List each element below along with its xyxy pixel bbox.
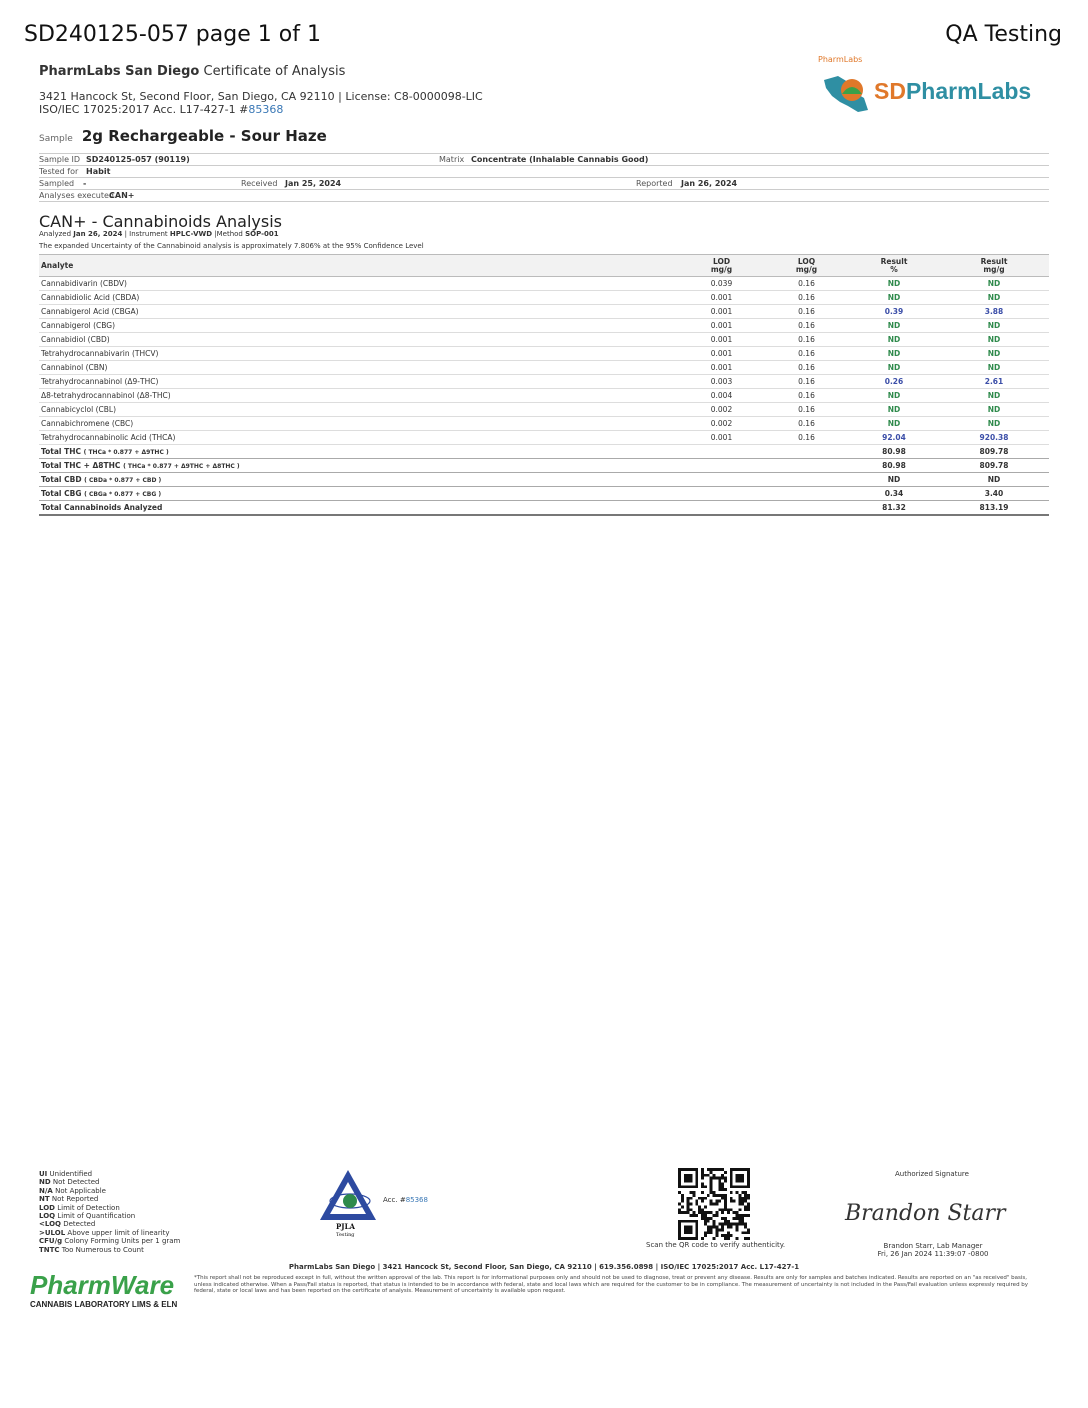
legend-item: CFU/g Colony Forming Units per 1 gram (39, 1237, 181, 1246)
lod-cell: 0.004 (679, 389, 764, 403)
matrix: Concentrate (Inhalable Cannabis Good) (471, 155, 649, 164)
total-mg-cell: 813.19 (939, 501, 1049, 516)
total-formula: ( CBDa * 0.877 + CBD ) (84, 477, 162, 484)
loq-cell: 0.16 (764, 319, 849, 333)
analyte-cell: Cannabidiol (CBD) (39, 333, 679, 347)
loq-cell: 0.16 (764, 305, 849, 319)
total-label: Total Cannabinoids Analyzed (41, 503, 163, 512)
result-pct-cell: ND (849, 291, 939, 305)
lod-cell: 0.001 (679, 333, 764, 347)
pjla-sub: Testing (336, 1232, 355, 1238)
total-row (39, 445, 1049, 459)
analyte-cell: Cannabidivarin (CBDV) (39, 277, 679, 291)
col-result-mg: Result mg/g (939, 255, 1049, 277)
table-row (39, 291, 1049, 305)
legend-item: N/A Not Applicable (39, 1186, 106, 1195)
table-header-row (39, 255, 1049, 277)
result-pct-cell: 0.39 (849, 305, 939, 319)
total-label-cell (39, 459, 849, 473)
loq-cell: 0.16 (764, 403, 849, 417)
result-pct-cell: ND (849, 389, 939, 403)
loq-cell: 0.16 (764, 417, 849, 431)
table-row (39, 305, 1049, 319)
analyte-cell: Cannabichromene (CBC) (39, 417, 679, 431)
result-mg-cell: ND (939, 277, 1049, 291)
meta-row-id (39, 153, 1049, 165)
analyses: CAN+ (109, 191, 135, 200)
pharmware-title: PharmWare (30, 1270, 175, 1300)
result-mg-cell: 3.88 (939, 305, 1049, 319)
total-pct-cell: 80.98 (849, 445, 939, 459)
total-row (39, 501, 1049, 516)
pjla-logo (318, 1168, 382, 1238)
sample-meta (39, 153, 1049, 202)
signature-image: Brandon Starr (845, 1201, 1006, 1226)
legend-item: NT Not Reported (39, 1195, 99, 1204)
lod-cell: 0.039 (679, 277, 764, 291)
signature-title: Authorized Signature (895, 1170, 969, 1178)
analyte-cell: Cannabigerol Acid (CBGA) (39, 305, 679, 319)
legend-item: >ULOL Above upper limit of linearity (39, 1228, 170, 1237)
handwritten-signature (843, 1190, 1023, 1230)
legend-item: <LOQ Detected (39, 1220, 96, 1229)
legend-item: LOD Limit of Detection (39, 1203, 120, 1212)
result-pct-cell: ND (849, 347, 939, 361)
sampled: - (83, 179, 87, 188)
verification-qr-code[interactable] (678, 1168, 750, 1244)
total-formula: ( CBGa * 0.877 + CBG ) (84, 491, 162, 498)
result-pct-cell: ND (849, 403, 939, 417)
analyte-cell: Cannabidiolic Acid (CBDA) (39, 291, 679, 305)
method: SOP-001 (245, 230, 279, 238)
qa-testing-label: QA Testing (945, 22, 1062, 47)
loq-cell: 0.16 (764, 333, 849, 347)
total-row (39, 487, 1049, 501)
table-row (39, 417, 1049, 431)
col-loq: LOQ mg/g (764, 255, 849, 277)
table-row (39, 333, 1049, 347)
result-pct-cell: ND (849, 277, 939, 291)
uncertainty-note: The expanded Uncertainty of the Cannabinoid analysis is approximately 7.806% at the 95% Confidence Level (39, 242, 424, 250)
total-pct-cell: 0.34 (849, 487, 939, 501)
iso-line (39, 103, 483, 116)
disclaimer: *This report shall not be reproduced except in full, without the written approval of the lab. This report is for informational purposes only and should not be used to diagnose, treat or prevent any disease. Results are only for samples and batches indicated. Results are reported on an "as received" basis, unless indicated otherwise. When a Pass/Fail status is reported, that status is intended to be in accordance with federal, state and local laws which are required for the customer to be in compliance. The measurement of uncertainty is not included in the Pass/Fail evaluation unless expressly required by federal, state or local laws and has been reported on the certificate of analysis. Measurement of uncertainty is available upon request. (194, 1275, 1029, 1294)
received: Jan 25, 2024 (285, 179, 342, 188)
table-row (39, 347, 1049, 361)
loq-cell: 0.16 (764, 431, 849, 445)
sample-id-label: Sample ID (39, 155, 81, 164)
total-row (39, 459, 1049, 473)
lod-cell: 0.002 (679, 417, 764, 431)
result-pct-cell: 92.04 (849, 431, 939, 445)
logo-arc-text: PharmLabs (818, 55, 863, 64)
signatory (848, 1242, 1018, 1258)
meta-row-dates (39, 177, 1049, 189)
lab-name: PharmLabs San Diego (39, 64, 200, 79)
col-analyte: Analyte (39, 255, 679, 277)
table-row (39, 277, 1049, 291)
total-label: Total THC + Δ8THC (41, 461, 121, 470)
total-formula: ( THCa * 0.877 + Δ9THC ) (83, 449, 169, 456)
total-label: Total THC (41, 447, 81, 456)
loq-cell: 0.16 (764, 361, 849, 375)
table-row (39, 361, 1049, 375)
lab-address: 3421 Hancock St, Second Floor, San Diego, CA 92110 | License: C8-0000098-LIC (39, 90, 483, 103)
tested-for: Habit (86, 167, 111, 176)
lod-cell: 0.001 (679, 347, 764, 361)
reported: Jan 26, 2024 (681, 179, 738, 188)
result-mg-cell: 2.61 (939, 375, 1049, 389)
total-mg-cell: ND (939, 473, 1049, 487)
cannabinoid-results-table (39, 254, 1049, 516)
method-label: |Method (214, 230, 243, 238)
total-label: Total CBG (41, 489, 82, 498)
abbreviation-legend (39, 1170, 180, 1254)
total-mg-cell: 809.78 (939, 459, 1049, 473)
section-title: CAN+ - Cannabinoids Analysis (39, 212, 282, 231)
total-pct-cell: 81.32 (849, 501, 939, 516)
analyte-cell: Cannabicyclol (CBL) (39, 403, 679, 417)
pharmware-logo (30, 1270, 178, 1320)
result-mg-cell: 920.38 (939, 431, 1049, 445)
result-pct-cell: 0.26 (849, 375, 939, 389)
tested-for-label: Tested for (39, 167, 79, 176)
analyte-cell: Tetrahydrocannabinolic Acid (THCA) (39, 431, 679, 445)
result-pct-cell: ND (849, 333, 939, 347)
meta-row-analyses (39, 189, 1049, 202)
lod-cell: 0.001 (679, 431, 764, 445)
received-label: Received (241, 179, 278, 188)
result-mg-cell: ND (939, 417, 1049, 431)
total-formula: ( THCa * 0.877 + Δ9THC + Δ8THC ) (123, 463, 240, 470)
report-id: SD240125-057 page 1 of 1 (24, 22, 321, 47)
legend-item: ND Not Detected (39, 1178, 100, 1187)
loq-cell: 0.16 (764, 291, 849, 305)
signature-date: Fri, 26 Jan 2024 11:39:07 -0800 (877, 1250, 989, 1258)
result-mg-cell: ND (939, 347, 1049, 361)
analyzed-date: Jan 26, 2024 (73, 230, 123, 238)
iso-prefix: ISO/IEC 17025:2017 Acc. L17-427-1 # (39, 103, 249, 116)
pjla-accreditation: Acc. #85368 (383, 1196, 428, 1204)
analyte-cell: Tetrahydrocannabinol (Δ9-THC) (39, 375, 679, 389)
logo-sd: SD (874, 78, 906, 104)
lod-cell: 0.003 (679, 375, 764, 389)
table-row (39, 375, 1049, 389)
lod-cell: 0.001 (679, 305, 764, 319)
loq-cell: 0.16 (764, 389, 849, 403)
analyzed-label: Analyzed (39, 230, 72, 238)
total-mg-cell: 3.40 (939, 487, 1049, 501)
sample-id: SD240125-057 (90119) (86, 155, 190, 164)
sample-heading (39, 126, 327, 145)
qr-caption: Scan the QR code to verify authenticity. (646, 1241, 786, 1249)
loq-cell: 0.16 (764, 277, 849, 291)
lod-cell: 0.001 (679, 291, 764, 305)
lab-address-block (39, 90, 483, 116)
table-row (39, 389, 1049, 403)
matrix-label: Matrix (439, 155, 465, 164)
meta-row-tested (39, 165, 1049, 177)
result-mg-cell: ND (939, 389, 1049, 403)
table-row (39, 319, 1049, 333)
total-label-cell (39, 445, 849, 459)
lod-cell: 0.001 (679, 319, 764, 333)
result-pct-cell: ND (849, 319, 939, 333)
result-mg-cell: ND (939, 319, 1049, 333)
table-row (39, 403, 1049, 417)
legend-item: TNTC Too Numerous to Count (39, 1245, 144, 1254)
table-row (39, 431, 1049, 445)
total-row (39, 473, 1049, 487)
sampled-label: Sampled (39, 179, 75, 188)
footer-address: PharmLabs San Diego | 3421 Hancock St, Second Floor, San Diego, CA 92110 | 619.356.0898 | ISO/IEC 17025:2017 Acc. L17-427-1 (288, 1263, 800, 1271)
instrument-label: | Instrument (124, 230, 168, 238)
result-pct-cell: ND (849, 417, 939, 431)
logo-pharmlabs: PharmLabs (905, 78, 1032, 104)
pharmware-sub: CANNABIS LABORATORY LIMS & ELN (30, 1300, 178, 1309)
result-mg-cell: ND (939, 291, 1049, 305)
signatory-name: Brandon Starr, Lab Manager (883, 1242, 983, 1250)
reported-label: Reported (636, 179, 673, 188)
total-label-cell (39, 473, 849, 487)
analyses-label: Analyses executed (39, 191, 114, 200)
legend-item: UI Unidentified (39, 1170, 93, 1178)
logo-wordmark (874, 78, 1031, 105)
total-label-cell (39, 501, 849, 516)
analyte-cell: Cannabinol (CBN) (39, 361, 679, 375)
total-pct-cell: ND (849, 473, 939, 487)
analysis-details (39, 230, 279, 238)
pjla-text: PJLA (336, 1222, 355, 1231)
sample-name: 2g Rechargeable - Sour Haze (81, 127, 327, 145)
analyte-cell: Cannabigerol (CBG) (39, 319, 679, 333)
result-mg-cell: ND (939, 361, 1049, 375)
total-label-cell (39, 487, 849, 501)
total-pct-cell: 80.98 (849, 459, 939, 473)
total-label: Total CBD (41, 475, 82, 484)
lod-cell: 0.002 (679, 403, 764, 417)
total-mg-cell: 809.78 (939, 445, 1049, 459)
result-pct-cell: ND (849, 361, 939, 375)
pjla-badge-icon (318, 1168, 382, 1238)
instrument: HPLC-VWD (169, 230, 213, 238)
analyte-cell: Tetrahydrocannabivarin (THCV) (39, 347, 679, 361)
pjla-acc-link[interactable]: 85368 (405, 1196, 428, 1204)
lab-header (39, 64, 345, 79)
loq-cell: 0.16 (764, 347, 849, 361)
sample-label: Sample (39, 134, 73, 144)
lod-cell: 0.001 (679, 361, 764, 375)
col-result-pct: Result % (849, 255, 939, 277)
iso-accreditation-link[interactable]: 85368 (248, 103, 284, 116)
qr-code-icon (678, 1168, 750, 1240)
result-mg-cell: ND (939, 403, 1049, 417)
loq-cell: 0.16 (764, 375, 849, 389)
col-lod: LOD mg/g (679, 255, 764, 277)
result-mg-cell: ND (939, 333, 1049, 347)
sdpharmlabs-logo (818, 55, 1050, 116)
doc-type: Certificate of Analysis (203, 64, 346, 79)
legend-item: LOQ Limit of Quantification (39, 1212, 136, 1221)
analyte-cell: Δ8-tetrahydrocannabinol (Δ8-THC) (39, 389, 679, 403)
